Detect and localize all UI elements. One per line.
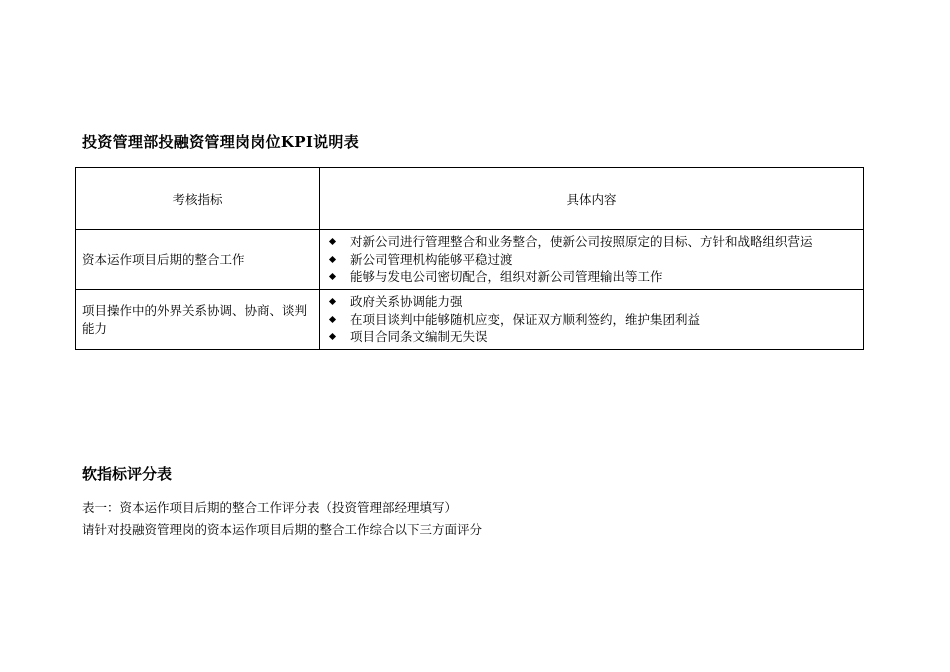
table-row: [76, 290, 864, 350]
list-item: 政府关系协调能力强: [326, 293, 857, 311]
content-cell: [320, 290, 864, 350]
instruction-text: 请针对投融资管理岗的资本运作项目后期的整合工作综合以下三方面评分: [82, 522, 483, 537]
kpi-table-title: 投资管理部投融资管理岗岗位KPI说明表: [82, 133, 360, 151]
indicator-cell: 项目操作中的外界关系协调、协商、谈判能力: [76, 290, 320, 350]
content-cell: [320, 230, 864, 290]
table-header-row: [76, 168, 864, 230]
list-item: 对新公司进行管理整合和业务整合，使新公司按照原定的目标、方针和战略组织营运: [326, 233, 857, 251]
list-item: 新公司管理机构能够平稳过渡: [326, 251, 857, 269]
diamond-bullet-icon: [329, 256, 336, 263]
table-row: [76, 230, 864, 290]
soft-indicator-title: 软指标评分表: [82, 465, 173, 483]
header-content: 具体内容: [320, 168, 864, 230]
diamond-bullet-icon: [329, 273, 336, 280]
kpi-table: [75, 167, 864, 350]
diamond-bullet-icon: [329, 298, 336, 305]
diamond-bullet-icon: [329, 333, 336, 340]
indicator-cell: 资本运作项目后期的整合工作: [76, 230, 320, 290]
list-item: 项目合同条文编制无失误: [326, 328, 857, 346]
diamond-bullet-icon: [329, 316, 336, 323]
table-caption: 表一：资本运作项目后期的整合工作评分表（投资管理部经理填写）: [82, 500, 458, 515]
list-item: 在项目谈判中能够随机应变，保证双方顺利签约，维护集团利益: [326, 311, 857, 329]
diamond-bullet-icon: [329, 238, 336, 245]
header-indicator: 考核指标: [76, 168, 320, 230]
list-item: 能够与发电公司密切配合，组织对新公司管理输出等工作: [326, 268, 857, 286]
